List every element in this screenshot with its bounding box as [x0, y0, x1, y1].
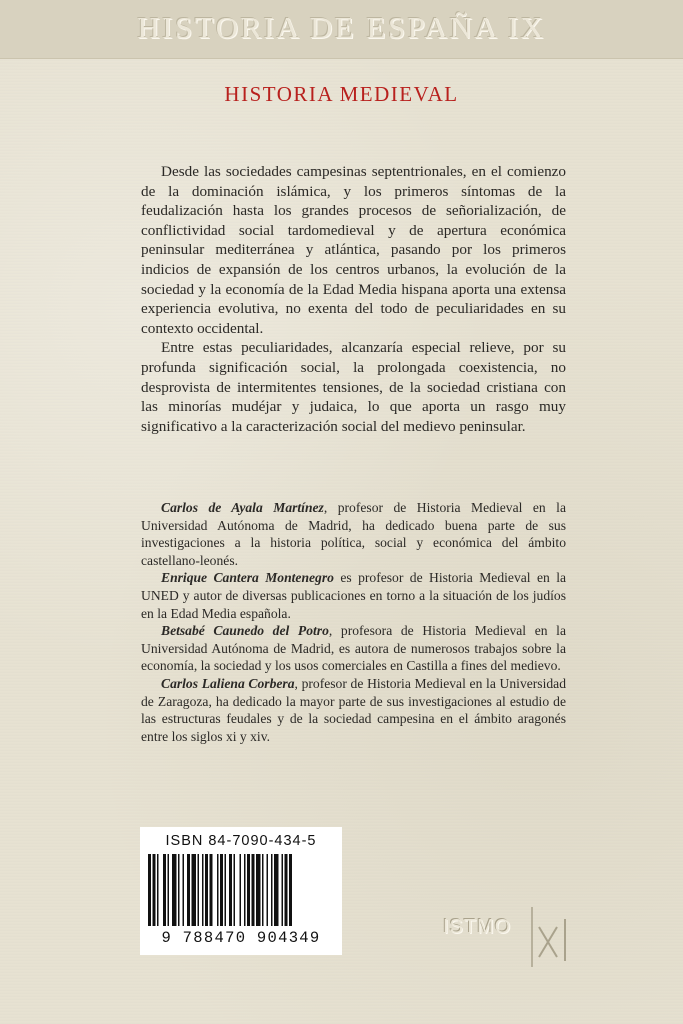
barcode-icon — [148, 854, 334, 926]
author-bio — [141, 675, 566, 745]
author-name: Carlos de Ayala Martínez — [161, 500, 324, 515]
author-bio — [141, 499, 566, 569]
isbn-text: ISBN 84-7090-434-5 — [165, 833, 317, 849]
ean-number: 9 788470 904349 — [161, 929, 321, 947]
publisher-ix-mark-icon — [529, 905, 579, 969]
author-bio-text: , profesora de Historia Medieval en la Universidad Autónoma de Madrid, es autora de numerosos trabajos sobre la economía, la sociedad y los usos comerciales en Castilla a fines del medievo. — [141, 623, 566, 674]
barcode-label — [140, 827, 342, 955]
author-bios — [141, 499, 566, 745]
author-bio — [141, 622, 566, 675]
author-bio-text: , profesor de Historia Medieval en la Universidad de Zaragoza, ha dedicado la mayor parte de sus investigaciones al estudio de las estructuras feudales y de la sociedad campesina en el ámbito aragonés entre los siglos xi y xiv. — [141, 675, 566, 744]
publisher-name: ISTMO — [443, 916, 512, 938]
author-name: Carlos Laliena Corbera — [161, 675, 295, 691]
description-paragraph: Desde las sociedades campesinas septentrionales, en el comienzo de la dominación islámica, y los primeros síntomas de la feudalización hasta los grandes procesos de señorialización, de conflictividad social tardomedieval y de apertura económica peninsular mediterránea y atlántica, pasando por los primeros indicios de expansión de los centros urbanos, la evolución de la sociedad y la economía de la Edad Media hispana aporta una extensa experiencia evolutiva, no exenta del todo de peculiaridades en su contexto occidental. — [141, 163, 566, 337]
author-bio-text: es profesor de Historia Medieval en la UNED y autor de diversas publicaciones en torno a la situación de los judíos en la Edad Media española. — [141, 570, 566, 621]
author-bio — [141, 569, 566, 622]
description-paragraph: Entre estas peculiaridades, alcanzaría especial relieve, por su profunda significación social, la prolongada coexistencia, no desprovista de intermitentes tensiones, de la sociedad cristiana con las minorías mudéjar y judaica, lo que aporta un rasgo muy significativo a la caracterización social del medievo peninsular. — [141, 339, 566, 435]
author-name: Betsabé Caunedo del Potro — [161, 623, 329, 639]
author-name: Enrique Cantera Montenegro — [161, 570, 334, 586]
series-title: HISTORIA DE ESPAÑA IX — [137, 10, 546, 45]
description-text — [141, 162, 566, 436]
author-bio-text: , profesor de Historia Medieval en la Universidad Autónoma de Madrid, ha dedicado buena parte de sus investigaciones a la historia política, social y económica del ámbito castellano-leonés. — [141, 500, 566, 568]
book-title: HISTORIA MEDIEVAL — [224, 82, 459, 106]
